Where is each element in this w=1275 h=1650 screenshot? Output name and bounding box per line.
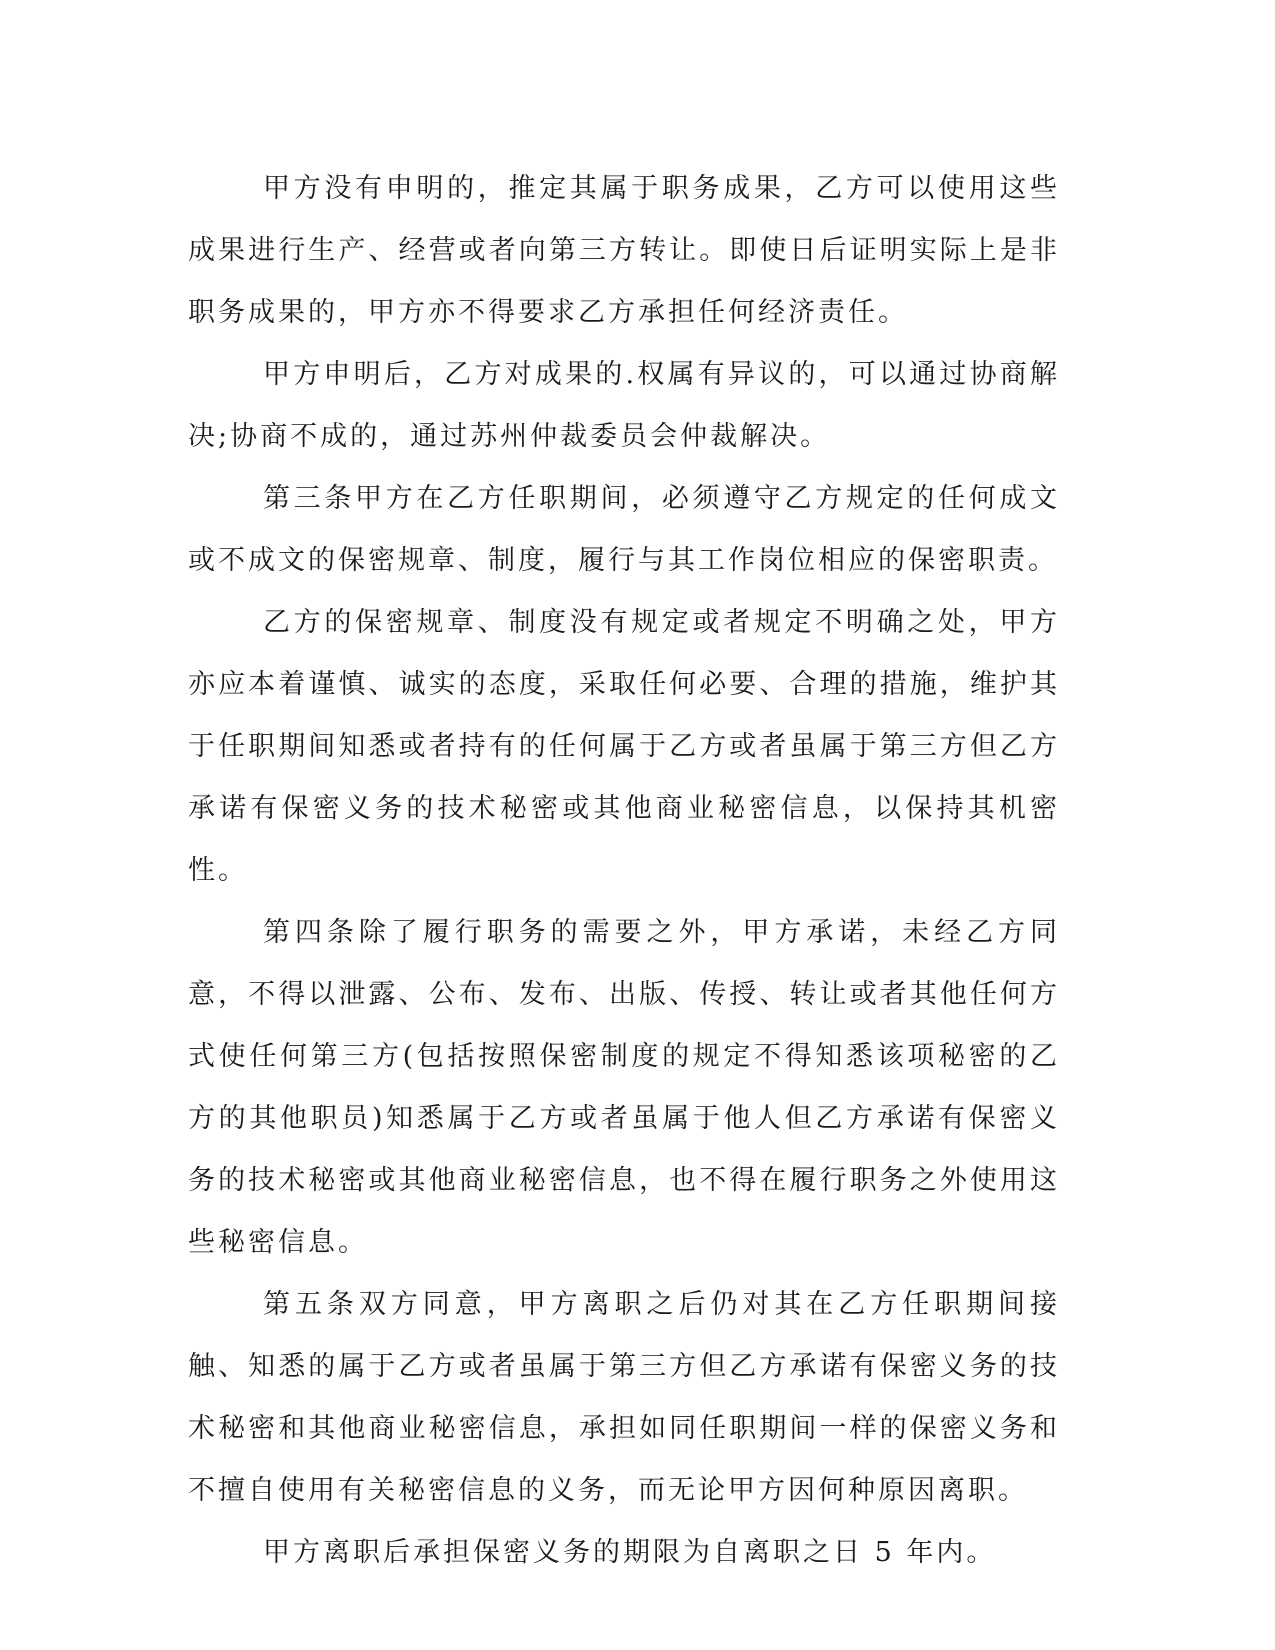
document-body [188, 158, 1060, 1584]
paragraph-undeclared-results: 甲方没有申明的，推定其属于职务成果，乙方可以使用这些成果进行生产、经营或者向第三方转让。即使日后证明实际上是非职务成果的，甲方亦不得要求乙方承担任何经济责任。 [188, 173, 1060, 328]
paragraph-confidentiality-term: 甲方离职后承担保密义务的期限为自离职之日 5 年内。 [263, 1537, 997, 1568]
paragraph-article-4: 第四条除了履行职务的需要之外，甲方承诺，未经乙方同意，不得以泄露、公布、发布、出版、传授、转让或者其他任何方式使任何第三方(包括按照保密制度的规定不得知悉该项秘密的乙方的其他职员)知悉属于乙方或者虽属于他人但乙方承诺有保密义务的技术秘密或其他商业秘密信息，也不得在履行职务之外使用这些秘密信息。 [188, 917, 1060, 1258]
paragraph-ownership-dispute: 甲方申明后，乙方对成果的.权属有异议的，可以通过协商解决;协商不成的，通过苏州仲裁委员会仲裁解决。 [188, 359, 1060, 452]
paragraph-article-5: 第五条双方同意，甲方离职之后仍对其在乙方任职期间接触、知悉的属于乙方或者虽属于第三方但乙方承诺有保密义务的技术秘密和其他商业秘密信息，承担如同任职期间一样的保密义务和不擅自使用有关秘密信息的义务，而无论甲方因何种原因离职。 [188, 1289, 1060, 1506]
paragraph-article-3: 第三条甲方在乙方任职期间，必须遵守乙方规定的任何成文或不成文的保密规章、制度，履行与其工作岗位相应的保密职责。 [188, 483, 1060, 576]
paragraph-confidentiality-measures: 乙方的保密规章、制度没有规定或者规定不明确之处，甲方亦应本着谨慎、诚实的态度，采取任何必要、合理的措施，维护其于任职期间知悉或者持有的任何属于乙方或者虽属于第三方但乙方承诺有保密义务的技术秘密或其他商业秘密信息，以保持其机密性。 [188, 607, 1060, 886]
